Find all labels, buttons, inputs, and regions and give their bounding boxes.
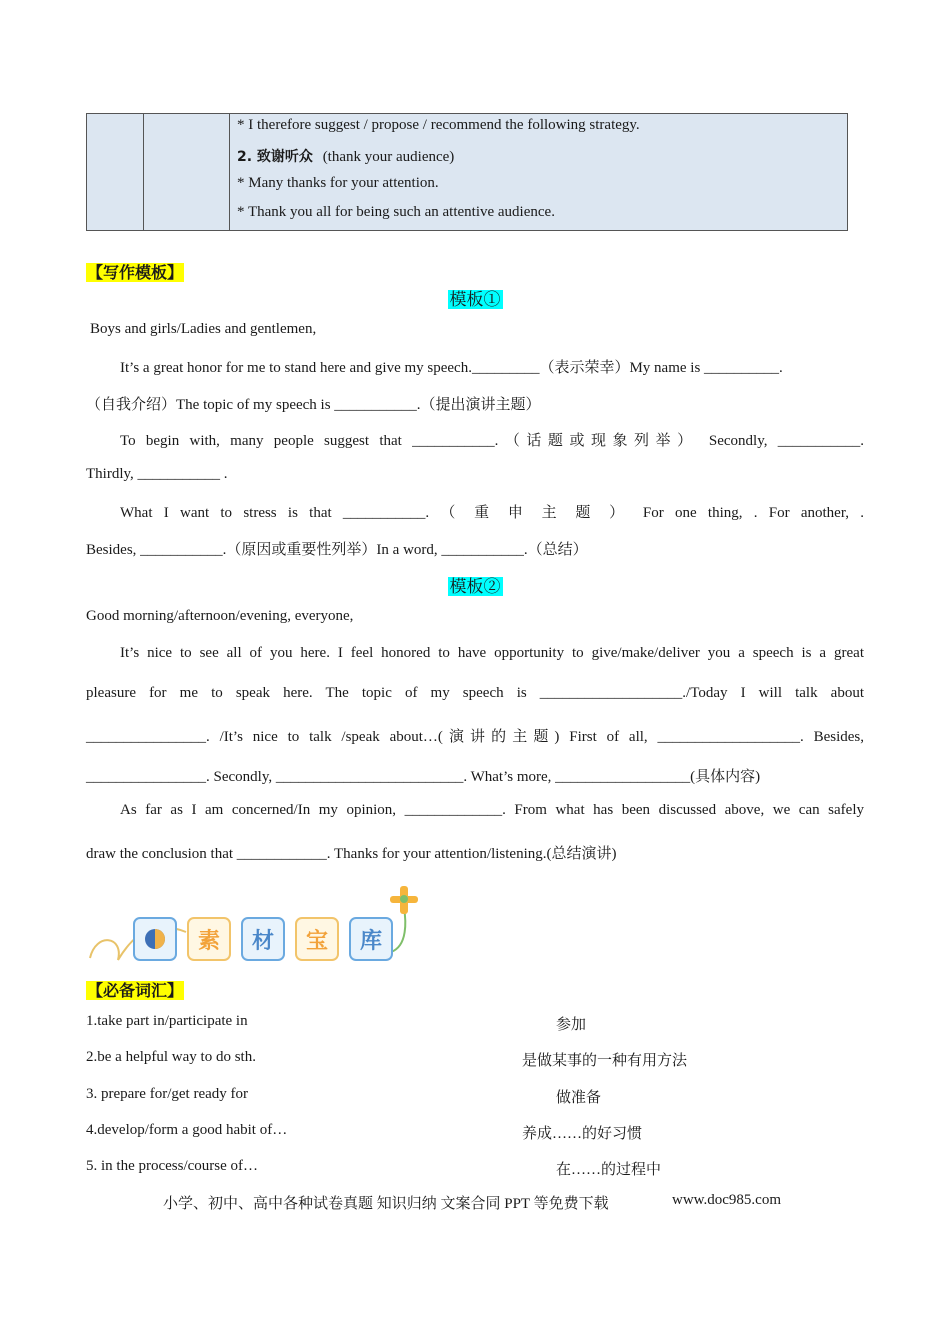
- template2-line-4: ________________. Secondly, _________________________. What’s more, __________________(具体内容): [86, 769, 761, 785]
- moon-icon-tile: [133, 917, 177, 961]
- template1-line-4: Thirdly, ___________ .: [86, 466, 228, 482]
- table-heading: [237, 146, 454, 166]
- template1-title-row: [0, 285, 950, 310]
- template2-line-1: It’s nice to see all of you here. I feel honored to have opportunity to give/make/deliver you a speech is a great: [120, 645, 864, 661]
- vocab-item-zh: 做准备: [556, 1090, 602, 1106]
- vocab-item-en: 3. prepare for/get ready for: [86, 1086, 248, 1102]
- section-tag-writing-template: [86, 260, 184, 283]
- template2-title: 模板②: [449, 577, 501, 596]
- vocab-item-zh: 是做某事的一种有用方法: [522, 1053, 688, 1069]
- banner-char-2: 材: [241, 917, 285, 961]
- template1-line-5: What I want to stress is that ___________. （ 重 申 主 题 ） For one thing, . For another, .: [120, 505, 864, 521]
- template2-line-5: As far as I am concerned/In my opinion, _____________. From what has been discussed above, we can safely: [120, 802, 864, 818]
- vocab-item-zh: 参加: [556, 1017, 587, 1033]
- template2-greeting: Good morning/afternoon/evening, everyone,: [86, 608, 354, 624]
- template1-line-6: Besides, ___________.（原因或重要性列举）In a word, ___________.（总结）: [86, 542, 588, 558]
- template1-line-3: To begin with, many people suggest that ___________.（话题或现象列举） Secondly, ___________.: [120, 433, 864, 449]
- template2-line-2: pleasure for me to speak here. The topic of my speech is ___________________./Today I will talk about: [86, 685, 864, 701]
- vocab-item-en: 1.take part in/participate in: [86, 1013, 248, 1029]
- template1-greeting: Boys and girls/Ladies and gentlemen,: [90, 321, 317, 337]
- section-tag-vocab: [86, 978, 184, 1001]
- table-cell-content: [237, 114, 839, 230]
- vocab-tag: 【必备词汇】: [87, 981, 184, 1000]
- footer-url[interactable]: www.doc985.com: [672, 1192, 782, 1208]
- template1-line-2: （自我介绍）The topic of my speech is ___________.（提出演讲主题）: [86, 397, 541, 413]
- banner-char-4: 库: [349, 917, 393, 961]
- table-cell-empty-2: [143, 114, 230, 230]
- table-cell-empty-1: [87, 114, 144, 230]
- vocab-item-en: 5. in the process/course of…: [86, 1158, 259, 1174]
- table-heading-en: (thank your audience): [322, 149, 455, 165]
- vocab-item-en: 2.be a helpful way to do sth.: [86, 1049, 256, 1065]
- template2-line-6: draw the conclusion that ____________. Thanks for your attention/listening.(总结演讲): [86, 846, 617, 862]
- writing-template-tag: 【写作模板】: [87, 263, 184, 282]
- flower-icon: [390, 886, 418, 914]
- table-heading-num: 2. 致谢听众: [237, 149, 313, 165]
- footer-text: 小学、初中、高中各种试卷真题 知识归纳 文案合同 PPT 等免费下载: [163, 1196, 609, 1212]
- vocab-item-en: 4.develop/form a good habit of…: [86, 1122, 288, 1138]
- template1-title: 模板①: [449, 290, 501, 309]
- table-line: * Thank you all for being such an attentive audience.: [237, 204, 555, 220]
- template2-title-row: [0, 572, 950, 597]
- banner-char-3: 宝: [295, 917, 339, 961]
- template2-line-3: ________________. /It’s nice to talk /speak about…(演讲的主题) First of all, ___________________. Besides,: [86, 729, 864, 745]
- vocab-item-zh: 养成……的好习惯: [522, 1126, 643, 1142]
- moon-icon: [142, 926, 168, 952]
- vocab-item-zh: 在……的过程中: [556, 1162, 662, 1178]
- template1-line-1: It’s a great honor for me to stand here and give my speech._________（表示荣幸）My name is __________.: [120, 360, 783, 376]
- table-line: * I therefore suggest / propose / recommend the following strategy.: [237, 117, 640, 133]
- table-line: * Many thanks for your attention.: [237, 175, 439, 191]
- banner-char-1: 素: [187, 917, 231, 961]
- strategy-table: [86, 113, 848, 231]
